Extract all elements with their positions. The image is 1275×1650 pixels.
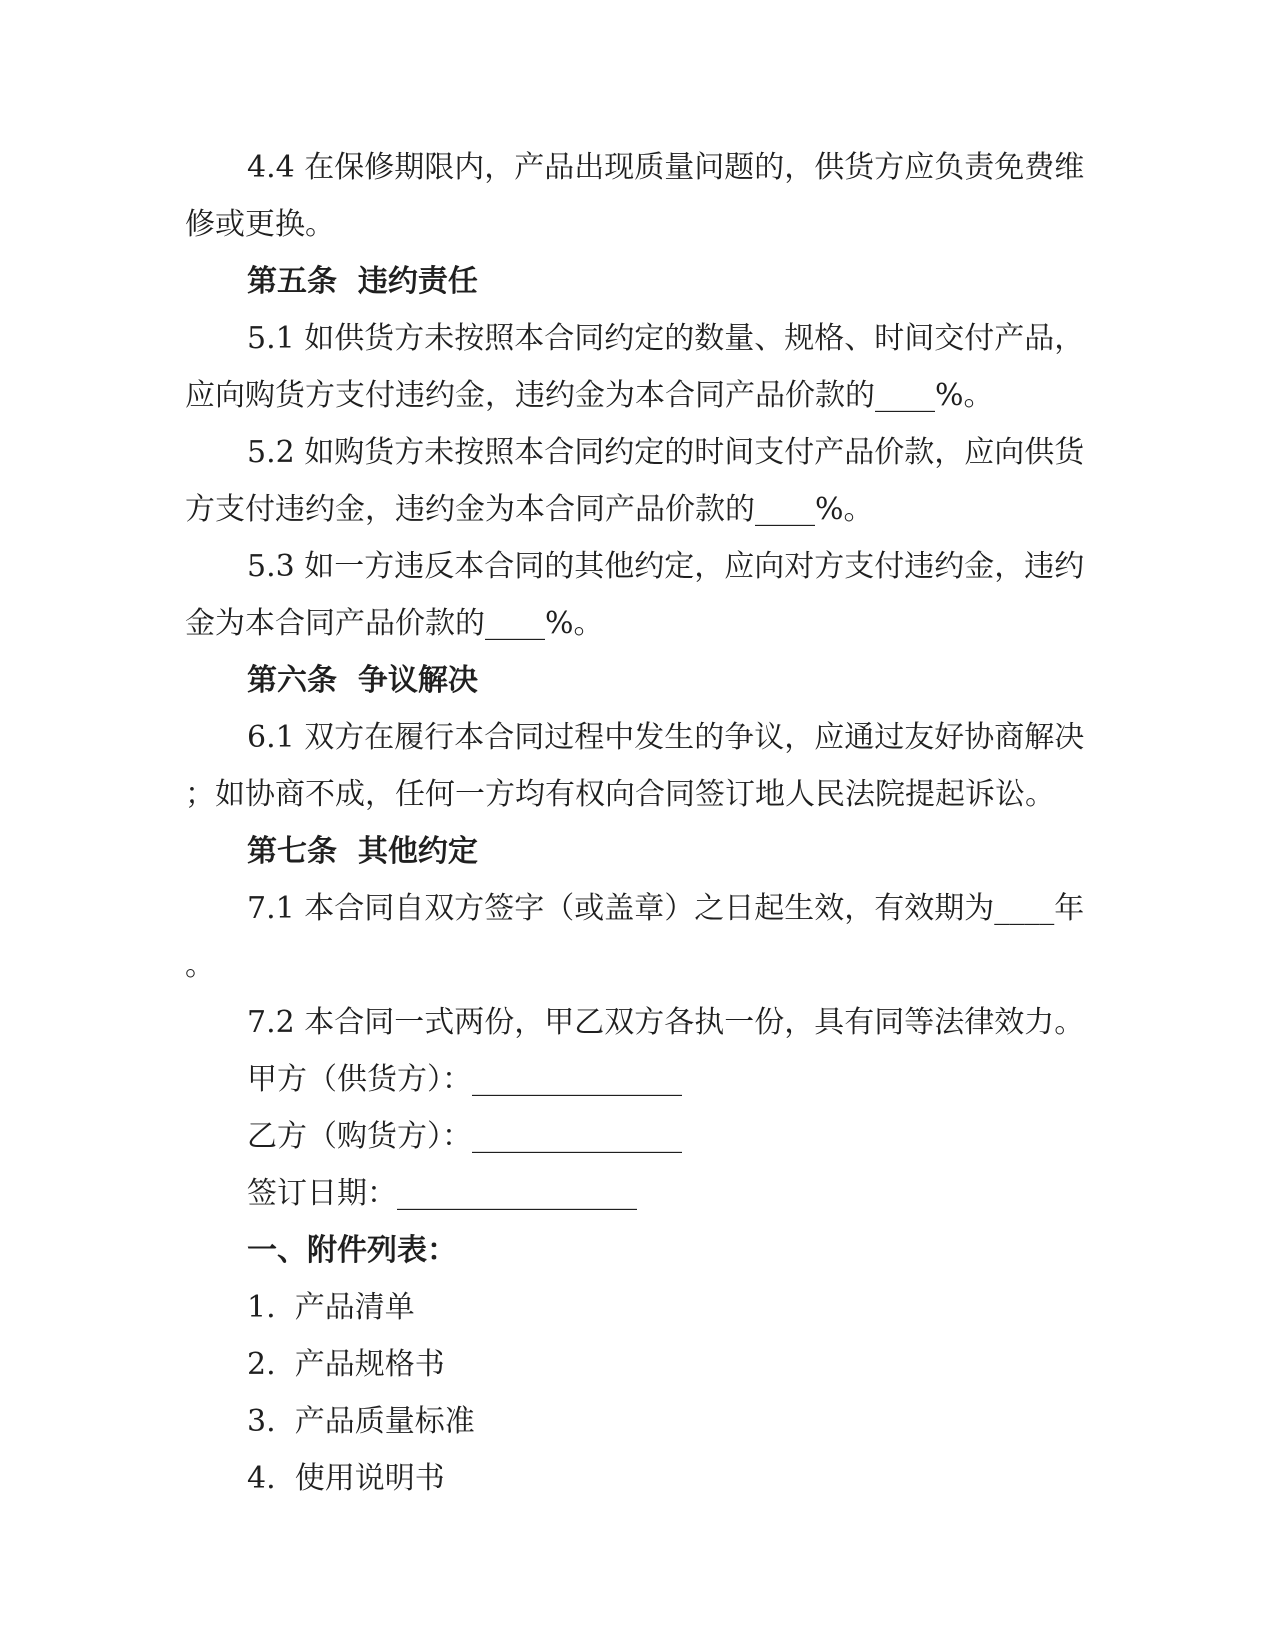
clause-5-1-line2: 应向购货方支付违约金，违约金为本合同产品价款的____%。 [185,378,994,413]
attachment-item-3: 3. 产品质量标准 [247,1404,475,1439]
party-a-signature-line: 甲方（供货方）：______________ [247,1062,682,1097]
clause-4-4-line2: 修或更换。 [185,207,335,242]
clause-5-3-line2: 金为本合同产品价款的____%。 [185,606,604,641]
heading-article-6: 第六条 争议解决 [247,663,478,698]
clause-7-1-line1: 7.1 本合同自双方签字（或盖章）之日起生效，有效期为____年 [247,891,1085,926]
clause-4-4-line1: 4.4 在保修期限内，产品出现质量问题的，供货方应负责免费维 [247,150,1085,185]
clause-7-1-line2: 。 [185,948,215,983]
clause-5-2-line1: 5.2 如购货方未按照本合同约定的时间支付产品价款，应向供货 [247,435,1085,470]
clause-5-3-line1: 5.3 如一方违反本合同的其他约定，应向对方支付违约金，违约 [247,549,1085,584]
heading-article-5: 第五条 违约责任 [247,264,478,299]
clause-6-1-line1: 6.1 双方在履行本合同过程中发生的争议，应通过友好协商解决 [247,720,1085,755]
clause-7-2: 7.2 本合同一式两份，甲乙双方各执一份，具有同等法律效力。 [247,1005,1085,1040]
attachment-item-2: 2. 产品规格书 [247,1347,445,1382]
clause-6-1-line2: ；如协商不成，任何一方均有权向合同签订地人民法院提起诉讼。 [185,777,1055,812]
attachment-item-1: 1. 产品清单 [247,1290,415,1325]
clause-5-1-line1: 5.1 如供货方未按照本合同约定的数量、规格、时间交付产品， [247,321,1085,356]
signing-date-line: 签订日期：________________ [247,1176,637,1211]
clause-5-2-line2: 方支付违约金，违约金为本合同产品价款的____%。 [185,492,874,527]
attachment-item-4: 4. 使用说明书 [247,1461,445,1496]
heading-article-7: 第七条 其他约定 [247,834,478,869]
heading-attachment-list: 一、附件列表： [247,1233,457,1268]
party-b-signature-line: 乙方（购货方）：______________ [247,1119,682,1154]
